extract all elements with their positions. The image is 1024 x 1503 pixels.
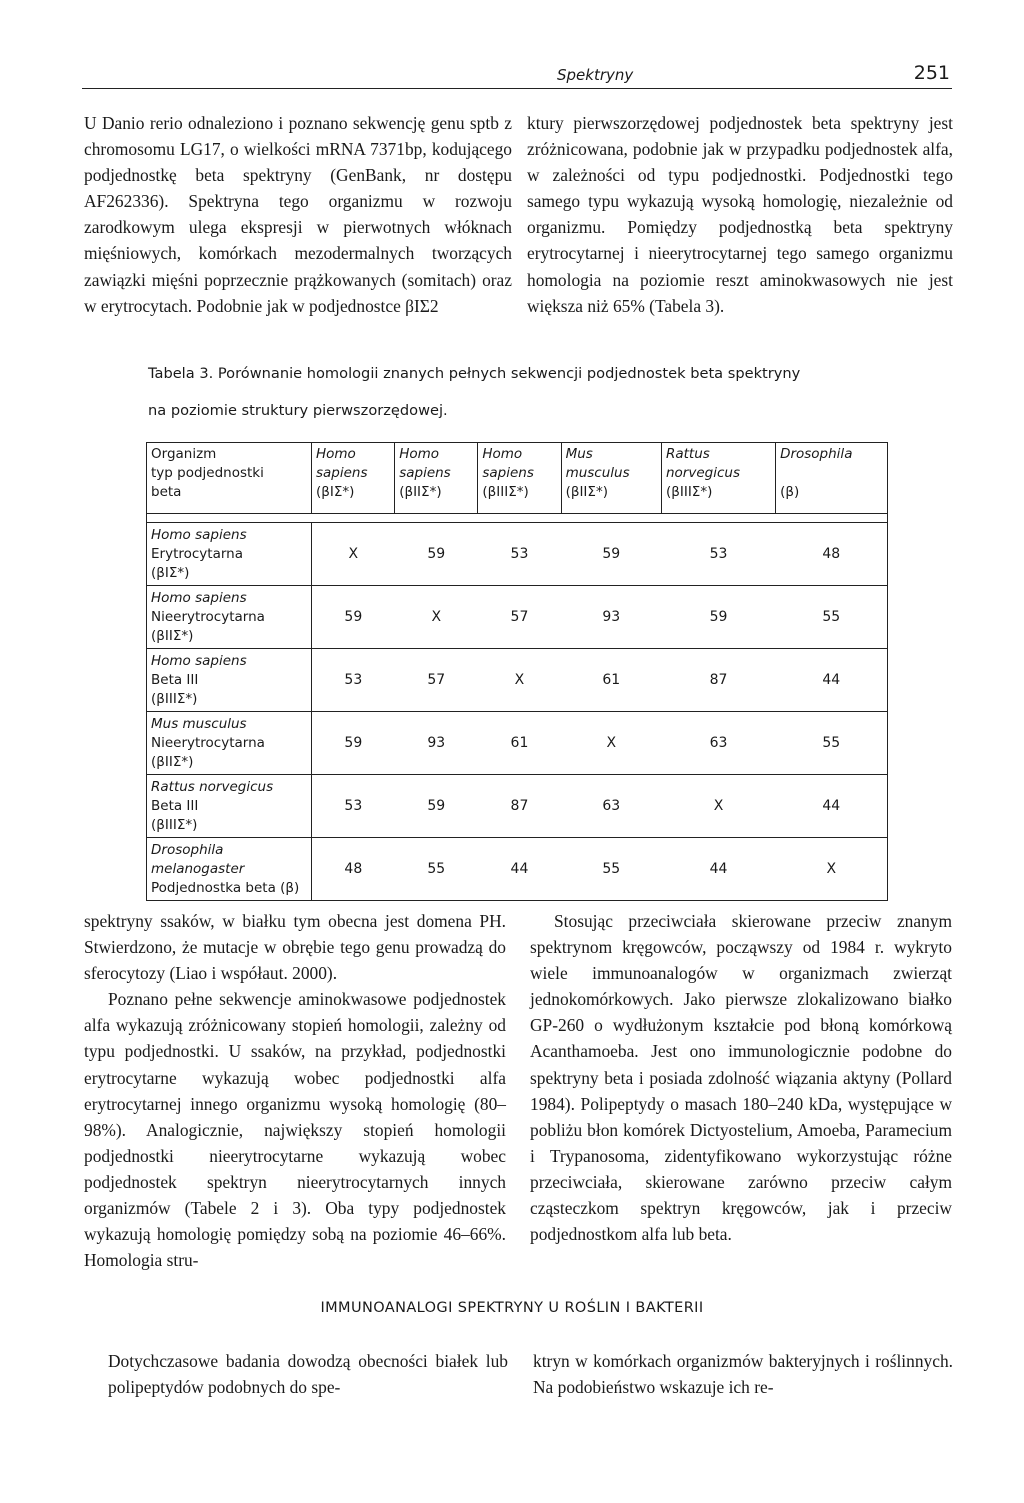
- table-row: [147, 838, 888, 901]
- table-cell: 59: [395, 775, 478, 838]
- row-label: Homo sapiens Erytrocytarna (βIΣ*): [147, 523, 312, 586]
- paragraph: spektryny ssaków, w białku tym obecna jest domena PH. Stwierdzono, że mutacje w obrębie tego genu prowadzą do sferocytozy (Liao i współaut. 2000).: [84, 911, 506, 984]
- table-cell: 44: [776, 775, 888, 838]
- table-row: [147, 523, 888, 586]
- column-header: Homo sapiens (βIIIΣ*): [478, 443, 561, 514]
- table-cell: 59: [561, 523, 661, 586]
- column-header: Mus musculus (βIIΣ*): [561, 443, 661, 514]
- left-column-top: [84, 110, 512, 319]
- caption-line-2: na poziomie struktury pierwszorzędowej.: [148, 402, 448, 419]
- table-cell: 48: [312, 838, 395, 901]
- table-spacer: [147, 514, 888, 523]
- row-label: Homo sapiens Beta III (βIIIΣ*): [147, 649, 312, 712]
- table-cell: 55: [776, 586, 888, 649]
- right-column-bottom: [530, 908, 952, 1247]
- right-column-top: [527, 110, 953, 319]
- table-cell: 59: [312, 712, 395, 775]
- paragraph: Stosując przeciwciała skierowane przeciw znanym spektrynom kręgowców, począwszy od 1984 r. wykryto wiele immunoanalogów w organizmach zwierząt jednokomórkowych. Jako pierwsze zlokalizowano białko GP-260 o wydłużonym kształcie pod błoną komórkową Acanthamoeba. Jest ono immunologicznie podobne do spektryny beta i posiada zdolność wiązania aktyny (Pollard 1984). Polipeptydy o masach 180–240 kDa, występujące w pobliżu błon komórek Dictyostelium, Amoeba, Paramecium i Trypanosoma, zidentyfikowano wykorzystując różne przeciwciała, skierowane zarówno przeciw całym cząsteczkom spektryn kręgowców, jak i przeciw podjednostkom alfa lub beta.: [530, 911, 952, 1245]
- page-number: 251: [913, 62, 950, 84]
- left-column-bottom: [84, 908, 506, 1273]
- section-heading: IMMUNOANALOGI SPEKTRYNY U ROŚLIN I BAKTERII: [320, 1300, 704, 1316]
- table-cell: X: [395, 586, 478, 649]
- column-header: Homo sapiens (βIIΣ*): [395, 443, 478, 514]
- table-cell: 61: [478, 712, 561, 775]
- paragraph: Dotychczasowe badania dowodzą obecności białek lub polipeptydów podobnych do spe-: [108, 1351, 508, 1398]
- column-header: Homo sapiens (βIΣ*): [312, 443, 395, 514]
- running-title: Spektryny: [557, 66, 634, 84]
- right-column-final: [533, 1348, 953, 1400]
- corner-header-cell: Organizm typ podjednostki beta: [147, 443, 312, 514]
- table-cell: 53: [478, 523, 561, 586]
- table-cell: 53: [312, 649, 395, 712]
- table-cell: 48: [776, 523, 888, 586]
- caption-line-1: Tabela 3. Porównanie homologii znanych pełnych sekwencji podjednostek beta spektryny: [148, 365, 801, 382]
- table-cell: X: [478, 649, 561, 712]
- table-cell: 55: [395, 838, 478, 901]
- table-cell: 44: [478, 838, 561, 901]
- table-cell: 61: [561, 649, 661, 712]
- table-row: [147, 712, 888, 775]
- row-label: Rattus norvegicus Beta III (βIIIΣ*): [147, 775, 312, 838]
- paragraph: U Danio rerio odnaleziono i poznano sekwencję genu sptb z chromosomu LG17, o wielkości mRNA 7371bp, kodującego podjednostkę beta spektryny (GenBank, nr dostępu AF262336). Spektryna tego organizmu w rozwoju zarodkowym ulega ekspresji w pierwotnych włóknach mięśniowych, komórkach mezodermalnych tworzących zawiązki mięśni poprzecznie prążkowanych (somitach) oraz w erytrocytach. Podobnie jak w podjednostce βIΣ2: [84, 113, 512, 316]
- table-cell: 87: [661, 649, 775, 712]
- row-label: Drosophila melanogaster Podjednostka beta (β): [147, 838, 312, 901]
- table-cell: 59: [312, 586, 395, 649]
- table-cell: 44: [661, 838, 775, 901]
- table-cell: X: [661, 775, 775, 838]
- table-cell: 63: [661, 712, 775, 775]
- table-caption: [148, 364, 928, 420]
- table-cell: 44: [776, 649, 888, 712]
- left-column-final: [108, 1348, 508, 1400]
- table-row: [147, 586, 888, 649]
- table-cell: 57: [478, 586, 561, 649]
- table-row: [147, 775, 888, 838]
- table-cell: 57: [395, 649, 478, 712]
- table-cell: 87: [478, 775, 561, 838]
- column-header: Rattus norvegicus (βIIIΣ*): [661, 443, 775, 514]
- paragraph: Poznano pełne sekwencje aminokwasowe podjednostek alfa wykazują zróżnicowany stopień homologii, zależny od typu podjednostki. U ssaków, na przykład, podjednostki erytrocytarne wykazują wobec podjednostki alfa erytrocytarnej innego organizmu wysoką homologię (80–98%). Analogicznie, największy stopień homologii podjednostki nieerytrocytarne wykazują wobec podjednostek spektryn nieerytrocytarnych innych organizmów (Tabele 2 i 3). Oba typy podjednostek wykazują homologię pomiędzy sobą na poziomie 46–66%. Homologia stru-: [84, 989, 506, 1271]
- paragraph: ktryn w komórkach organizmów bakteryjnych i roślinnych. Na podobieństwo wskazuje ich re-: [533, 1351, 953, 1398]
- table-cell: 55: [776, 712, 888, 775]
- table-cell: 53: [312, 775, 395, 838]
- column-header: Drosophila (β): [776, 443, 888, 514]
- table-cell: 59: [661, 586, 775, 649]
- table-header-row: [147, 443, 888, 514]
- table-cell: 59: [395, 523, 478, 586]
- table-cell: X: [561, 712, 661, 775]
- homology-table: [146, 442, 888, 901]
- table-cell: 63: [561, 775, 661, 838]
- table-cell: 93: [561, 586, 661, 649]
- page-header: [82, 62, 952, 89]
- table-cell: 53: [661, 523, 775, 586]
- row-label: Homo sapiens Nieerytrocytarna (βIIΣ*): [147, 586, 312, 649]
- table-cell: X: [312, 523, 395, 586]
- table-cell: 55: [561, 838, 661, 901]
- paragraph: ktury pierwszorzędowej podjednostek beta spektryny jest zróżnicowana, podobnie jak w przypadku podjednostek alfa, w zależności od typu podjednostki. Podjednostki tego samego typu wykazują wysoką homologię, niezależnie od organizmu. Pomiędzy podjednostką beta spektryny erytrocytarnej i nieerytrocytarnej tego samego organizmu homologia na poziomie reszt aminokwasowych nie jest większa niż 65% (Tabela 3).: [527, 113, 953, 316]
- table-cell: 93: [395, 712, 478, 775]
- row-label: Mus musculus Nieerytrocytarna (βIIΣ*): [147, 712, 312, 775]
- table-row: [147, 649, 888, 712]
- table-cell: X: [776, 838, 888, 901]
